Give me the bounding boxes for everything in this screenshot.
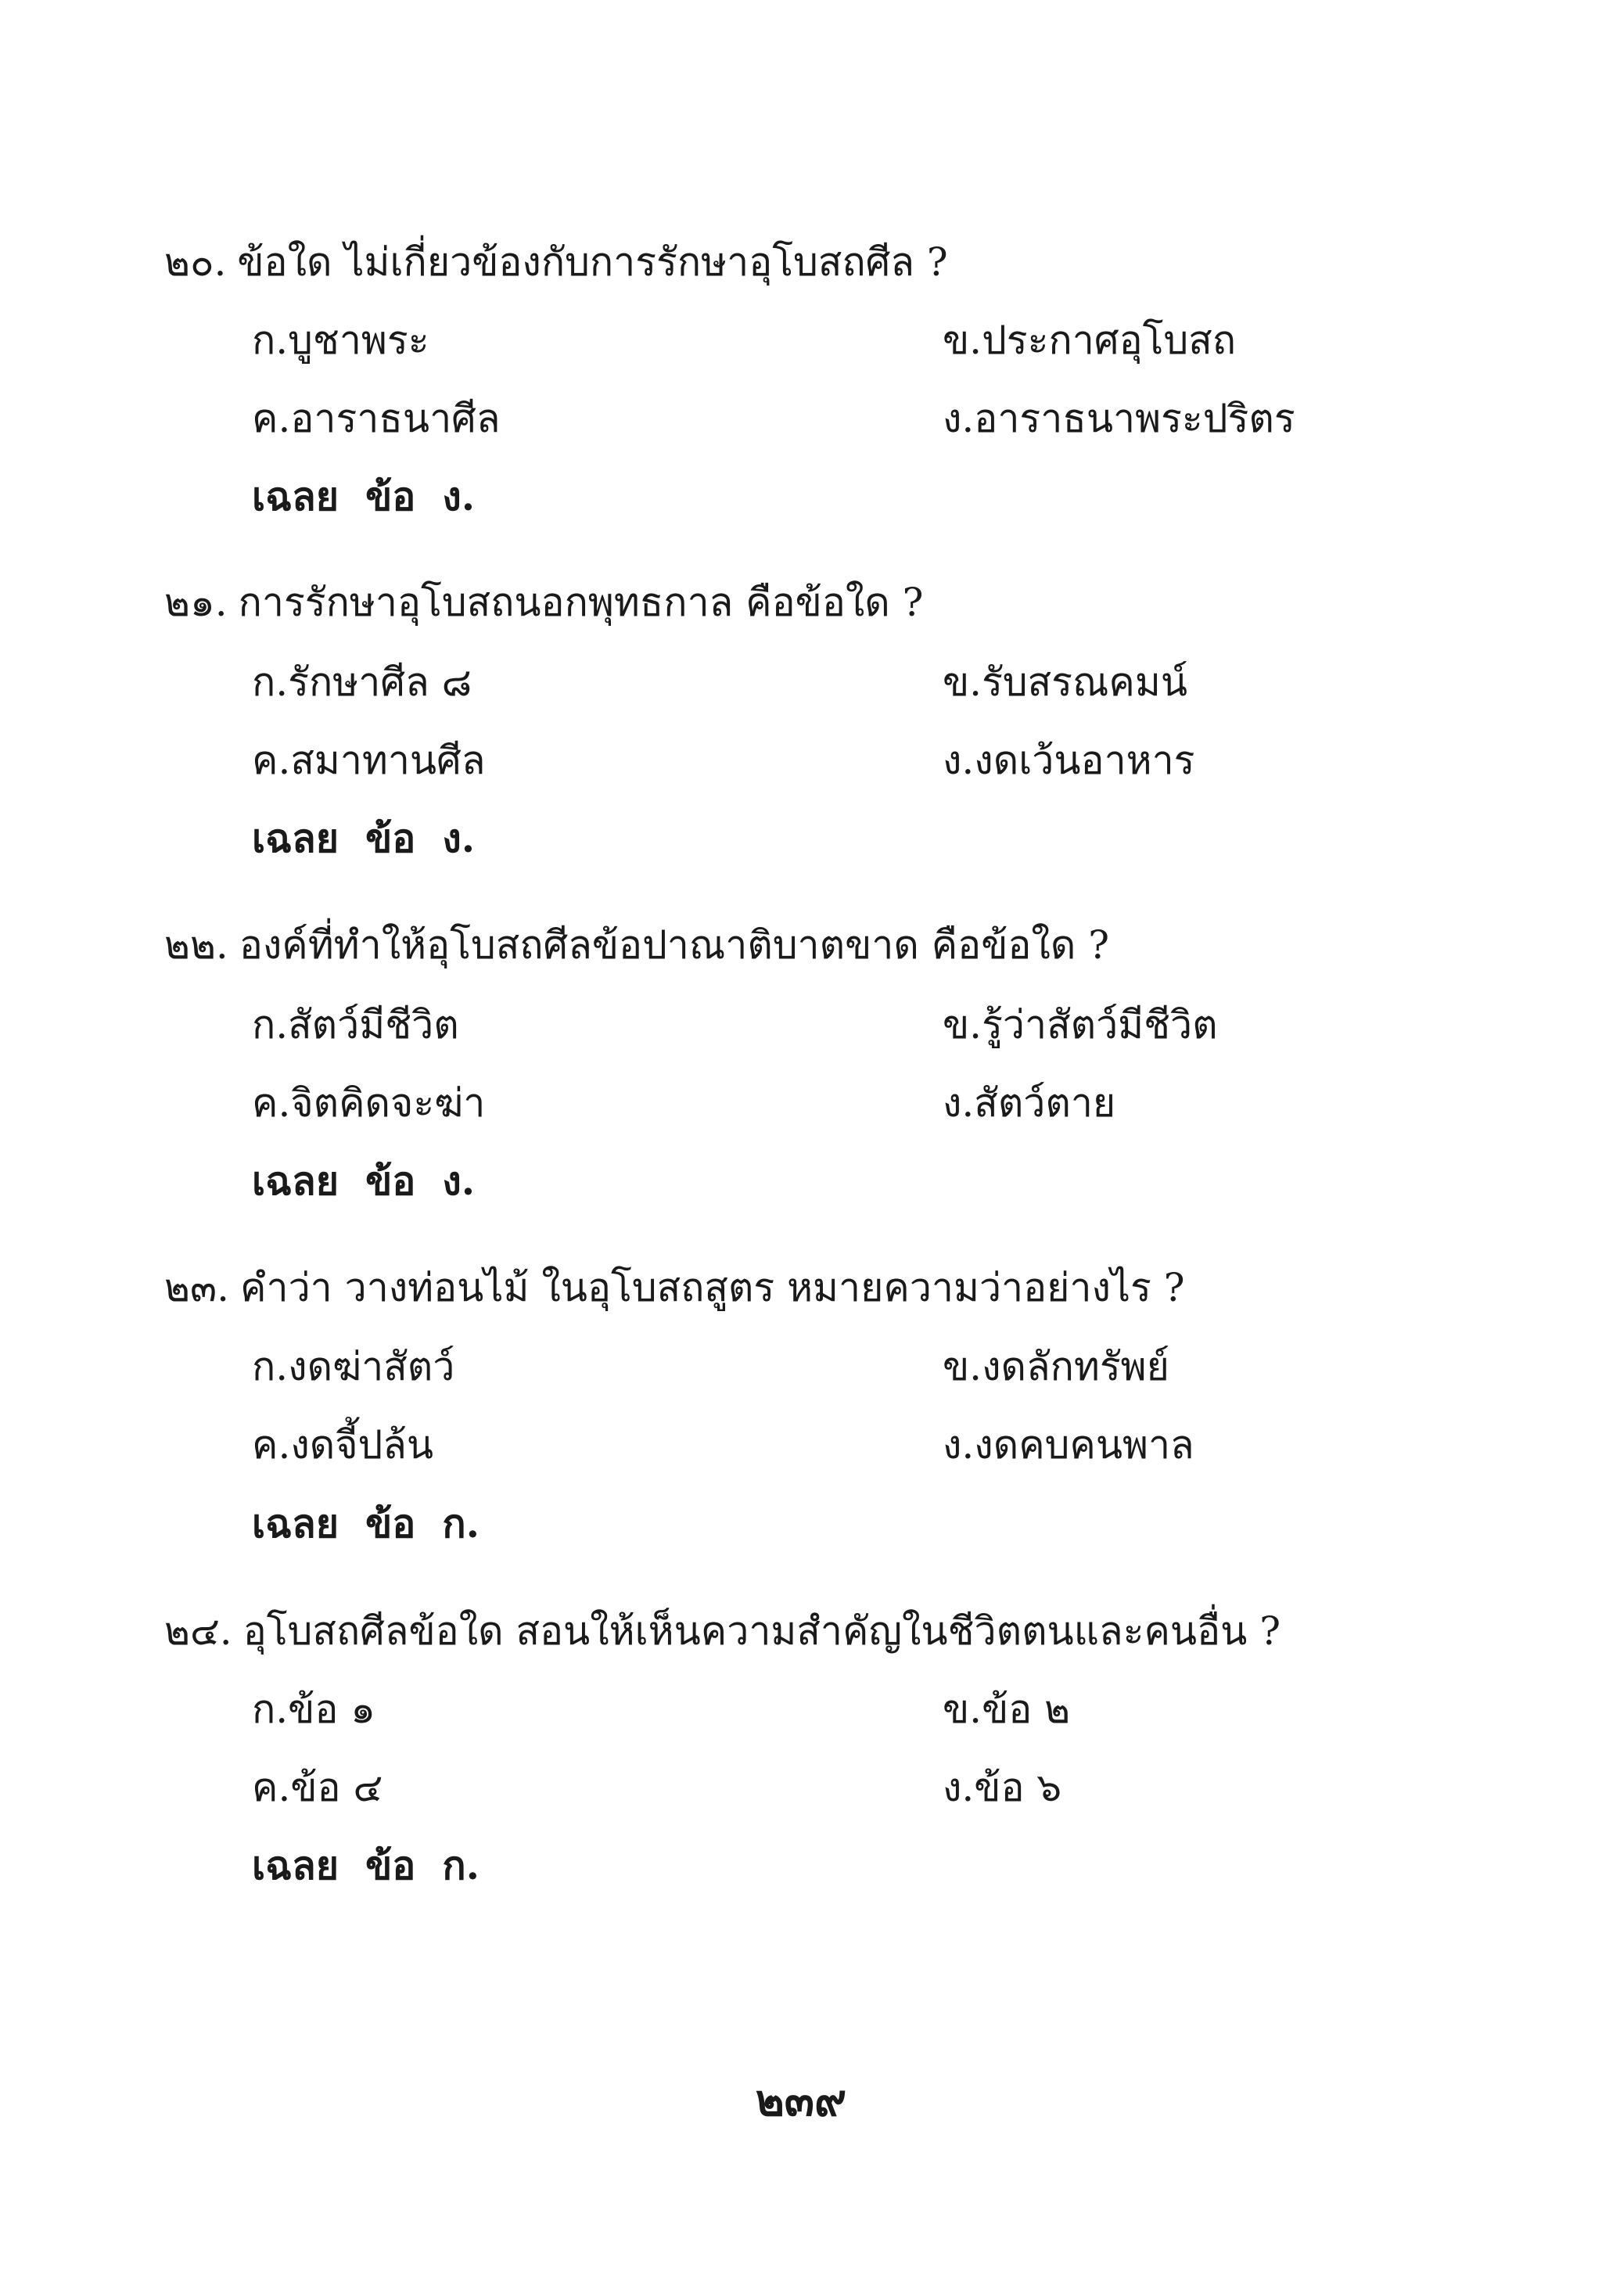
choice-d: ง.อาราธนาพระปริตร <box>943 396 1295 441</box>
choice-b: ข.รับสรณคมน์ <box>943 659 1188 705</box>
choice-b: ข.ประกาศอุโบสถ <box>943 318 1237 363</box>
question-number: ๒๐. <box>164 239 227 285</box>
choice-a: ก.บูชาพระ <box>252 318 429 363</box>
question-number: ๒๒. <box>164 922 228 968</box>
choice-d: ง.ข้อ ๖ <box>943 1765 1062 1810</box>
answer-choice: ง. <box>442 1158 476 1204</box>
answer-line <box>252 473 501 520</box>
question-text: คำว่า วางท่อนไม้ ในอุโบสถสูตร หมายความว่าอย่างไร ? <box>240 1265 1185 1310</box>
question-text-line <box>164 1608 1281 1655</box>
question-number: ๒๔. <box>164 1608 232 1654</box>
answer-line <box>252 1500 506 1547</box>
choice-b: ข.ข้อ ๒ <box>943 1687 1071 1732</box>
answer-word: ข้อ <box>365 1842 416 1888</box>
question-number: ๒๓. <box>164 1265 230 1310</box>
answer-label: เฉลย <box>252 815 339 861</box>
answer-word: ข้อ <box>365 1500 416 1547</box>
choice-c: ค.อาราธนาศีล <box>252 396 501 441</box>
choice-c: ค.ข้อ ๔ <box>252 1765 383 1810</box>
answer-word: ข้อ <box>365 1158 416 1204</box>
answer-label: เฉลย <box>252 1842 339 1888</box>
choice-c: ค.สมาทานศีล <box>252 738 486 783</box>
page-number: ๒๓๙ <box>755 2075 847 2126</box>
question-text: ข้อใด ไม่เกี่ยวข้องกับการรักษาอุโบสถศีล ? <box>237 239 948 285</box>
choice-a: ก.รักษาศีล ๘ <box>252 659 472 705</box>
answer-label: เฉลย <box>252 1500 339 1547</box>
answer-line <box>252 1158 501 1205</box>
choice-d: ง.สัตว์ตาย <box>943 1080 1116 1126</box>
choice-b: ข.งดลักทรัพย์ <box>943 1344 1169 1389</box>
question-number: ๒๑. <box>164 580 228 625</box>
choice-c: ค.จิตคิดจะฆ่า <box>252 1080 486 1126</box>
answer-choice: ก. <box>442 1842 480 1888</box>
choice-a: ก.สัตว์มีชีวิต <box>252 1002 459 1047</box>
choice-a: ก.งดฆ่าสัตว์ <box>252 1344 455 1389</box>
answer-label: เฉลย <box>252 1158 339 1204</box>
question-text-line <box>164 579 923 626</box>
answer-word: ข้อ <box>365 473 416 519</box>
choice-a: ก.ข้อ ๑ <box>252 1687 376 1732</box>
choice-c: ค.งดจี้ปล้น <box>252 1422 434 1468</box>
answer-choice: ก. <box>442 1500 480 1547</box>
question-text: อุโบสถศีลข้อใด สอนให้เห็นความสำคัญในชีวิตตนและคนอื่น ? <box>242 1608 1281 1654</box>
answer-line <box>252 815 501 862</box>
choice-d: ง.งดคบคนพาล <box>943 1422 1194 1468</box>
choice-b: ข.รู้ว่าสัตว์มีชีวิต <box>943 1002 1218 1047</box>
answer-word: ข้อ <box>365 815 416 861</box>
question-text: องค์ที่ทำให้อุโบสถศีลข้อปาณาติบาตขาด คือข้อใด ? <box>239 922 1109 968</box>
answer-label: เฉลย <box>252 473 339 519</box>
answer-line <box>252 1842 506 1889</box>
answer-choice: ง. <box>442 815 476 861</box>
answer-choice: ง. <box>442 473 476 519</box>
choice-d: ง.งดเว้นอาหาร <box>943 738 1195 783</box>
question-text-line <box>164 922 1109 968</box>
question-text-line <box>164 1264 1185 1311</box>
question-text: การรักษาอุโบสถนอกพุทธกาล คือข้อใด ? <box>238 580 924 625</box>
question-text-line <box>164 239 948 286</box>
